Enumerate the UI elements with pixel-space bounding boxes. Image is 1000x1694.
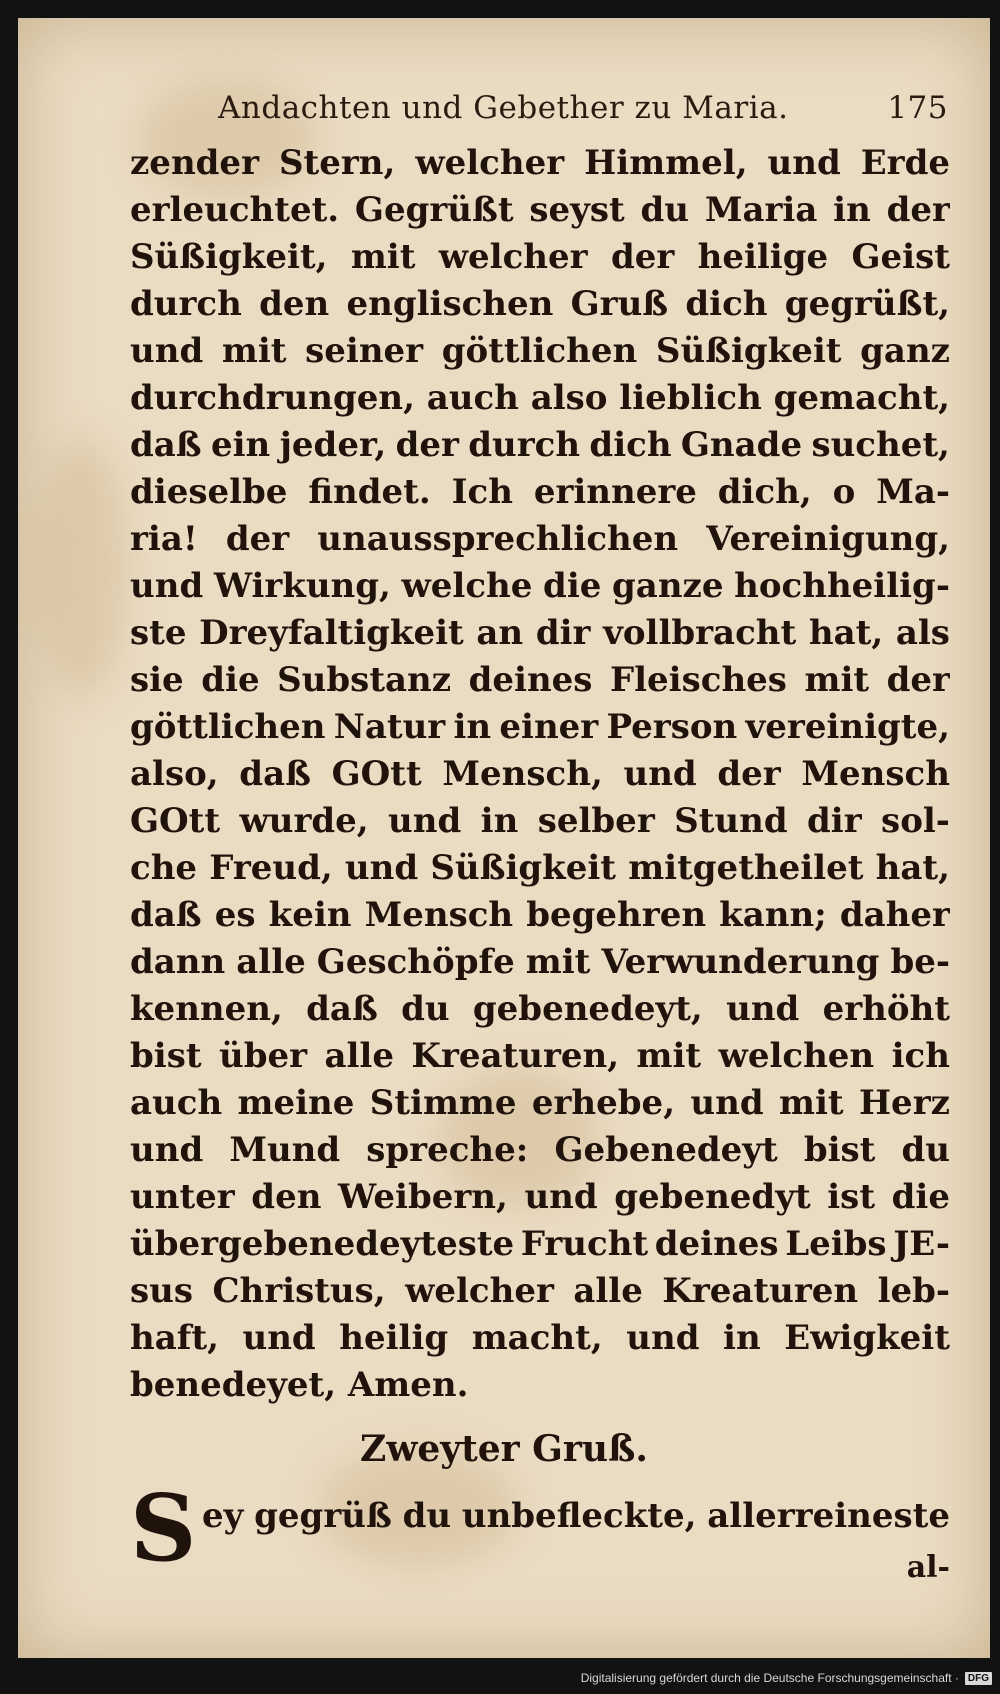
text-line: unter den Weibern, und gebenedyt ist die — [130, 1177, 950, 1217]
running-header — [218, 90, 948, 140]
catchword: al- — [906, 1550, 950, 1585]
text-line: sus Christus, welcher alle Kreaturen leb- — [130, 1271, 950, 1311]
text-line: dieselbe findet. Ich erinnere dich, o Ma- — [130, 472, 950, 512]
text-line: che Freud, und Süßigkeit mitgetheilet hat, — [130, 848, 950, 888]
text-line: übergebenedeyteste Frucht deines Leibs JE- — [130, 1224, 950, 1264]
text-line: erleuchtet. Gegrüßt seyst du Maria in der — [130, 190, 950, 230]
text-line: haft, und heilig macht, und in Ewigkeit — [130, 1318, 950, 1358]
text-line: zender Stern, welcher Himmel, und Erde — [130, 143, 950, 183]
text-line: daß es kein Mensch begehren kann; daher — [130, 895, 950, 935]
text-line: GOtt wurde, und in selber Stund dir sol- — [130, 801, 950, 841]
opening-line: ey gegrüß du unbefleckte, allerreineste — [202, 1496, 950, 1536]
drop-capital: S — [130, 1474, 197, 1582]
footer-credit: Digitalisierung gefördert durch die Deutsche Forschungsgemeinschaft · — [580, 1671, 959, 1685]
text-line: sie die Substanz deines Fleisches mit der — [130, 660, 950, 700]
body-text — [130, 140, 950, 1409]
text-line: daß ein jeder, der durch dich Gnade suchet, — [130, 425, 950, 465]
text-line: ste Dreyfaltigkeit an dir vollbracht hat, als — [130, 613, 950, 653]
text-line: durchdrungen, auch also lieblich gemacht, — [130, 378, 950, 418]
page-number: 175 — [887, 90, 948, 126]
text-line: bist über alle Kreaturen, mit welchen ich — [130, 1036, 950, 1076]
text-line: und Mund spreche: Gebenedeyt bist du — [130, 1130, 950, 1170]
text-line: Süßigkeit, mit welcher der heilige Geist — [130, 237, 950, 277]
paper-stain — [38, 438, 128, 698]
text-line: dann alle Geschöpfe mit Verwunderung be- — [130, 942, 950, 982]
text-line: also, daß GOtt Mensch, und der Mensch — [130, 754, 950, 794]
book-page — [18, 18, 990, 1658]
text-line: auch meine Stimme erhebe, und mit Herz — [130, 1083, 950, 1123]
section-heading: Zweyter Gruß. — [360, 1428, 648, 1470]
text-line: kennen, daß du gebenedeyt, und erhöht — [130, 989, 950, 1029]
text-line: und mit seiner göttlichen Süßigkeit ganz — [130, 331, 950, 371]
text-line: göttlichen Natur in einer Person vereinigte, — [130, 707, 950, 747]
header-title: Andachten und Gebether zu Maria. — [218, 90, 789, 126]
text-line: und Wirkung, welche die ganze hochheilig- — [130, 566, 950, 606]
text-line: ria! der unaussprechlichen Vereinigung, — [130, 519, 950, 559]
section-opening — [130, 1474, 950, 1582]
text-line: benedeyet, Amen. — [130, 1365, 469, 1405]
dfg-logo: DFG — [965, 1672, 992, 1685]
footer — [581, 1668, 992, 1688]
text-line: durch den englischen Gruß dich gegrüßt, — [130, 284, 950, 324]
